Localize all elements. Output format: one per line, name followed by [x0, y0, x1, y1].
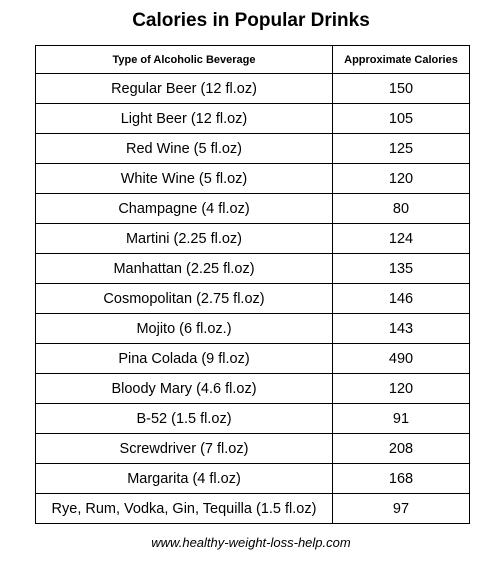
source-url: www.healthy-weight-loss-help.com: [151, 535, 351, 550]
calories-cell: 168: [333, 464, 470, 494]
calories-cell: 125: [333, 134, 470, 164]
table-row: [36, 374, 470, 404]
header-beverage: Type of Alcoholic Beverage: [36, 46, 333, 74]
calories-table: [35, 45, 470, 524]
header-calories: Approximate Calories: [333, 46, 470, 74]
beverage-cell: Light Beer (12 fl.oz): [36, 104, 333, 134]
beverage-cell: B-52 (1.5 fl.oz): [36, 404, 333, 434]
table-row: [36, 74, 470, 104]
calories-cell: 97: [333, 494, 470, 524]
calories-cell: 150: [333, 74, 470, 104]
calories-cell: 120: [333, 374, 470, 404]
beverage-cell: Pina Colada (9 fl.oz): [36, 344, 333, 374]
calories-cell: 146: [333, 284, 470, 314]
beverage-cell: Mojito (6 fl.oz.): [36, 314, 333, 344]
calories-cell: 124: [333, 224, 470, 254]
calories-cell: 91: [333, 404, 470, 434]
beverage-cell: Manhattan (2.25 fl.oz): [36, 254, 333, 284]
calories-cell: 135: [333, 254, 470, 284]
table-row: [36, 404, 470, 434]
beverage-cell: Martini (2.25 fl.oz): [36, 224, 333, 254]
beverage-cell: Margarita (4 fl.oz): [36, 464, 333, 494]
beverage-cell: Rye, Rum, Vodka, Gin, Tequilla (1.5 fl.oz): [36, 494, 333, 524]
beverage-cell: Regular Beer (12 fl.oz): [36, 74, 333, 104]
beverage-cell: Screwdriver (7 fl.oz): [36, 434, 333, 464]
beverage-cell: White Wine (5 fl.oz): [36, 164, 333, 194]
table-row: [36, 314, 470, 344]
beverage-cell: Red Wine (5 fl.oz): [36, 134, 333, 164]
calories-cell: 490: [333, 344, 470, 374]
table-row: [36, 434, 470, 464]
table-row: [36, 134, 470, 164]
calories-cell: 208: [333, 434, 470, 464]
calories-cell: 80: [333, 194, 470, 224]
beverage-cell: Bloody Mary (4.6 fl.oz): [36, 374, 333, 404]
beverage-cell: Cosmopolitan (2.75 fl.oz): [36, 284, 333, 314]
page-title: Calories in Popular Drinks: [132, 10, 370, 31]
table-row: [36, 254, 470, 284]
table-row: [36, 344, 470, 374]
table-row: [36, 194, 470, 224]
calories-cell: 105: [333, 104, 470, 134]
calories-cell: 143: [333, 314, 470, 344]
calories-cell: 120: [333, 164, 470, 194]
table-header-row: [36, 46, 470, 74]
table-row: [36, 494, 470, 524]
table-row: [36, 164, 470, 194]
table-row: [36, 224, 470, 254]
beverage-cell: Champagne (4 fl.oz): [36, 194, 333, 224]
table-row: [36, 464, 470, 494]
table-row: [36, 284, 470, 314]
table-row: [36, 104, 470, 134]
